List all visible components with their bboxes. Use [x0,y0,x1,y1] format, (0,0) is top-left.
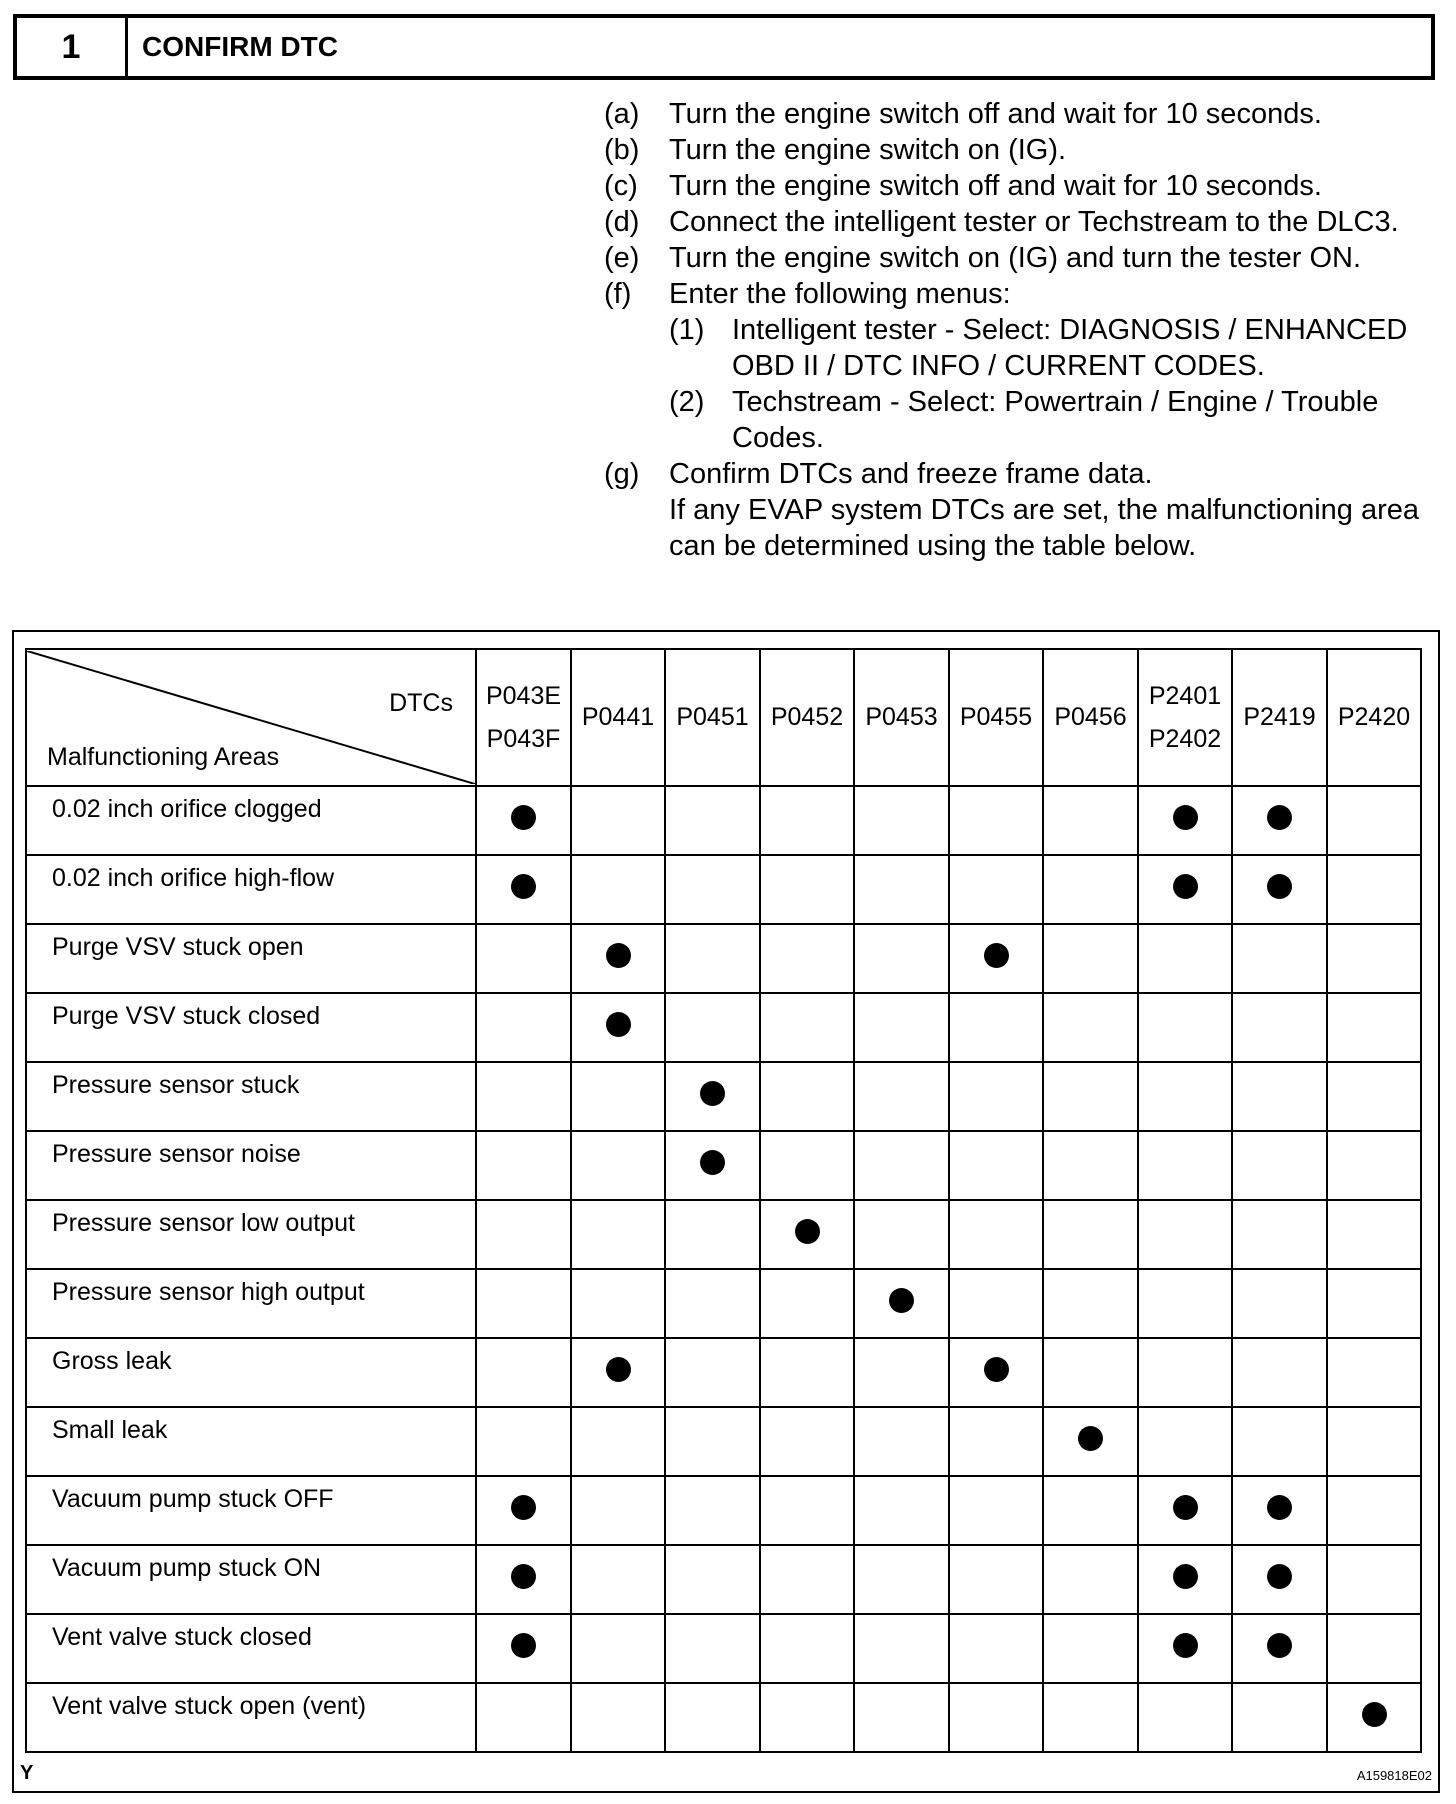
step-note: If any EVAP system DTCs are set, the malfunctioning area can be determined using the table below. [669,494,1420,562]
dtc-code: P0452 [770,703,844,731]
table-cell [476,1407,571,1476]
dtc-code: P2401 [1148,681,1222,710]
table-cell [571,1200,665,1269]
applicable-dot-icon [1078,1426,1103,1451]
dtc-code: P0456 [1054,703,1127,731]
table-row [26,1614,1421,1683]
applicable-dot-icon [1362,1702,1387,1727]
table-cell [1138,1476,1232,1545]
table-cell [949,924,1043,993]
table-cell [665,1476,760,1545]
step-label: (d) [604,206,640,238]
table-row [26,924,1421,993]
dtc-code: P2420 [1337,703,1411,731]
table-cell [760,993,854,1062]
table-cell [1138,1407,1232,1476]
table-cell [1043,855,1138,924]
step-header [13,14,1435,80]
table-cell [1232,1338,1327,1407]
table-cell [571,1545,665,1614]
step-text: Confirm DTCs and freeze frame data. [669,458,1153,490]
table-cell [1327,1545,1421,1614]
malfunction-area: Vent valve stuck closed [26,1614,476,1683]
step-label: (b) [604,134,640,166]
malfunction-area: Pressure sensor high output [26,1269,476,1338]
table-cell [476,1545,571,1614]
table-row [26,1269,1421,1338]
procedure-step [604,456,1444,492]
applicable-dot-icon [511,1564,536,1589]
dtc-code: P0453 [865,703,938,731]
table-cell [1043,1062,1138,1131]
malfunction-area: Pressure sensor noise [26,1131,476,1200]
applicable-dot-icon [1173,1495,1198,1520]
dtc-column-header [949,649,1043,786]
step-label: (e) [604,242,640,274]
table-cell [571,1407,665,1476]
table-cell [571,993,665,1062]
table-cell [949,1407,1043,1476]
dtc-code: P043F [486,724,561,753]
table-cell [1232,786,1327,855]
table-cell [760,1200,854,1269]
table-cell [1232,993,1327,1062]
table-cell [854,1683,949,1752]
corner-areas-label: Malfunctioning Areas [47,743,280,771]
table-cell [476,924,571,993]
step-label: (c) [604,170,638,202]
procedure-substep [669,384,1444,456]
substep-label: (1) [669,314,705,346]
table-cell [1232,1269,1327,1338]
table-row [26,1545,1421,1614]
malfunction-area: Purge VSV stuck closed [26,993,476,1062]
applicable-dot-icon [606,1012,631,1037]
table-cell [1327,1269,1421,1338]
table-cell [760,1545,854,1614]
table-cell [665,1062,760,1131]
applicable-dot-icon [984,1357,1009,1382]
table-cell [665,855,760,924]
table-cell [854,1614,949,1683]
table-cell [1232,1545,1327,1614]
table-cell [571,1062,665,1131]
table-cell [760,1476,854,1545]
table-cell [854,1131,949,1200]
table-cell [476,1338,571,1407]
table-cell [1232,1407,1327,1476]
table-cell [665,1545,760,1614]
table-cell [1327,1338,1421,1407]
table-cell [1043,1338,1138,1407]
applicable-dot-icon [1267,1633,1292,1658]
table-cell [760,924,854,993]
applicable-dot-icon [700,1081,725,1106]
table-cell [665,1338,760,1407]
table-cell [1327,786,1421,855]
applicable-dot-icon [1173,805,1198,830]
malfunction-area: Vent valve stuck open (vent) [26,1683,476,1752]
table-cell [854,924,949,993]
malfunction-area: 0.02 inch orifice clogged [26,786,476,855]
step-label: (g) [604,458,640,490]
table-cell [1232,1062,1327,1131]
table-cell [571,1338,665,1407]
dtc-code: P2402 [1148,724,1222,753]
step-title: CONFIRM DTC [142,31,338,62]
malfunction-area: 0.02 inch orifice high-flow [26,855,476,924]
dtc-table [25,648,1422,1753]
table-cell [1138,1545,1232,1614]
applicable-dot-icon [1173,874,1198,899]
step-text: Turn the engine switch on (IG). [669,134,1067,166]
dtc-column-header [1043,649,1138,786]
table-cell [1138,993,1232,1062]
table-cell [760,1062,854,1131]
table-cell [665,924,760,993]
dtc-code: P0455 [959,703,1033,731]
table-cell [1327,924,1421,993]
malfunction-area: Small leak [26,1407,476,1476]
table-cell [571,1476,665,1545]
table-cell [1043,1545,1138,1614]
table-cell [854,1476,949,1545]
procedure-step [604,204,1444,240]
applicable-dot-icon [511,1495,536,1520]
table-cell [1043,1200,1138,1269]
table-cell [571,1269,665,1338]
applicable-dot-icon [1173,1633,1198,1658]
dtc-column-header [760,649,854,786]
step-text: Connect the intelligent tester or Techstream to the DLC3. [669,206,1399,238]
table-cell [665,1131,760,1200]
table-cell [1232,924,1327,993]
step-label: (f) [604,278,632,310]
malfunction-area: Vacuum pump stuck ON [26,1545,476,1614]
table-cell [1327,993,1421,1062]
table-cell [476,1476,571,1545]
table-cell [854,1545,949,1614]
table-cell [1043,1407,1138,1476]
table-row [26,1062,1421,1131]
table-cell [949,1200,1043,1269]
applicable-dot-icon [1267,1564,1292,1589]
table-cell [1327,1476,1421,1545]
procedure-steps [604,96,1444,564]
table-cell [949,993,1043,1062]
procedure-step [604,132,1444,168]
table-cell [949,1062,1043,1131]
table-cell [1138,1683,1232,1752]
footer-left-mark: Y [20,1762,34,1784]
table-row [26,1338,1421,1407]
dtc-column-header [854,649,949,786]
table-cell [665,1200,760,1269]
table-cell [1043,786,1138,855]
table-cell [949,1338,1043,1407]
table-cell [760,855,854,924]
table-cell [1138,1062,1232,1131]
table-cell [476,993,571,1062]
table-cell [476,1200,571,1269]
table-cell [1043,1614,1138,1683]
table-cell [1138,1269,1232,1338]
table-cell [949,1614,1043,1683]
procedure-substep [669,312,1444,384]
table-cell [1043,1476,1138,1545]
table-cell [1138,786,1232,855]
table-cell [854,1269,949,1338]
table-row [26,1476,1421,1545]
table-cell [854,1338,949,1407]
table-cell [854,786,949,855]
applicable-dot-icon [795,1219,820,1244]
table-cell [476,1131,571,1200]
dtc-column-header [571,649,665,786]
malfunction-area: Pressure sensor stuck [26,1062,476,1131]
table-cell [854,1407,949,1476]
applicable-dot-icon [889,1288,914,1313]
table-cell [949,855,1043,924]
table-cell [665,1407,760,1476]
step-label: (a) [604,98,640,130]
table-cell [1138,1200,1232,1269]
dtc-column-header [476,649,571,786]
applicable-dot-icon [1267,805,1292,830]
table-cell [571,1131,665,1200]
substep-label: (2) [669,386,705,418]
malfunction-area: Purge VSV stuck open [26,924,476,993]
table-row [26,855,1421,924]
table-cell [476,1683,571,1752]
table-cell [571,924,665,993]
table-cell [1138,1338,1232,1407]
procedure-step [604,276,1444,312]
step-text: Turn the engine switch off and wait for 10 seconds. [669,98,1322,130]
dtc-column-header [665,649,760,786]
applicable-dot-icon [606,1357,631,1382]
applicable-dot-icon [1267,874,1292,899]
table-cell [476,855,571,924]
table-row [26,1200,1421,1269]
table-cell [949,786,1043,855]
table-cell [1043,1683,1138,1752]
dtc-column-header [1327,649,1421,786]
applicable-dot-icon [511,805,536,830]
substep-text: Techstream - Select: Powertrain / Engine / Trouble Codes. [732,386,1379,454]
table-cell [760,1131,854,1200]
dtc-code: P043E [485,681,562,710]
applicable-dot-icon [606,943,631,968]
table-cell [949,1476,1043,1545]
procedure-step [604,240,1444,276]
table-cell [476,1062,571,1131]
step-text: Enter the following menus: [669,278,1011,310]
table-cell [1138,855,1232,924]
corner-dtcs-label: DTCs [389,689,453,717]
table-cell [665,786,760,855]
corner-cell [26,649,476,786]
table-cell [665,1614,760,1683]
dtc-column-header [1138,649,1232,786]
applicable-dot-icon [984,943,1009,968]
table-cell [854,1200,949,1269]
table-cell [1327,1131,1421,1200]
table-row [26,1131,1421,1200]
dtc-code: P0441 [581,703,655,731]
table-cell [854,1062,949,1131]
table-cell [476,1269,571,1338]
table-cell [1138,1131,1232,1200]
dtc-table-frame [12,630,1440,1793]
applicable-dot-icon [1267,1495,1292,1520]
applicable-dot-icon [1173,1564,1198,1589]
table-cell [949,1545,1043,1614]
dtc-column-header [1232,649,1327,786]
table-cell [571,786,665,855]
applicable-dot-icon [511,874,536,899]
table-cell [854,855,949,924]
dtc-code: P2419 [1243,703,1316,731]
table-cell [760,1338,854,1407]
table-cell [1232,1683,1327,1752]
table-row [26,993,1421,1062]
table-cell [760,1269,854,1338]
table-cell [949,1683,1043,1752]
table-cell [1138,1614,1232,1683]
table-cell [1327,1683,1421,1752]
table-cell [571,1683,665,1752]
table-cell [854,993,949,1062]
procedure-step [604,96,1444,132]
table-cell [665,1683,760,1752]
table-cell [571,855,665,924]
step-text: Turn the engine switch off and wait for 10 seconds. [669,170,1322,202]
table-row [26,1683,1421,1752]
table-cell [949,1131,1043,1200]
table-cell [760,1683,854,1752]
table-cell [1232,1131,1327,1200]
table-cell [1232,1476,1327,1545]
malfunction-area: Vacuum pump stuck OFF [26,1476,476,1545]
table-cell [1043,1131,1138,1200]
table-cell [1232,1614,1327,1683]
table-cell [476,1614,571,1683]
dtc-code: P0451 [676,703,749,731]
malfunction-area: Pressure sensor low output [26,1200,476,1269]
table-row [26,1407,1421,1476]
applicable-dot-icon [700,1150,725,1175]
table-cell [1043,1269,1138,1338]
table-cell [571,1614,665,1683]
table-cell [760,1407,854,1476]
malfunction-area: Gross leak [26,1338,476,1407]
table-cell [1232,855,1327,924]
table-cell [1043,924,1138,993]
table-cell [1138,924,1232,993]
table-cell [1327,1200,1421,1269]
step-text: Turn the engine switch on (IG) and turn the tester ON. [669,242,1362,274]
substep-text: Intelligent tester - Select: DIAGNOSIS / ENHANCED OBD II / DTC INFO / CURRENT CODES. [732,314,1408,382]
table-cell [1327,1062,1421,1131]
table-cell [665,993,760,1062]
table-cell [760,786,854,855]
table-cell [1327,855,1421,924]
table-cell [476,786,571,855]
table-cell [949,1269,1043,1338]
table-row [26,786,1421,855]
table-cell [665,1269,760,1338]
figure-code: A159818E02 [1356,1768,1432,1783]
step-number: 1 [17,18,128,76]
table-cell [1232,1200,1327,1269]
applicable-dot-icon [511,1633,536,1658]
procedure-step [604,168,1444,204]
table-cell [1043,993,1138,1062]
table-cell [760,1614,854,1683]
table-cell [1327,1614,1421,1683]
table-cell [1327,1407,1421,1476]
